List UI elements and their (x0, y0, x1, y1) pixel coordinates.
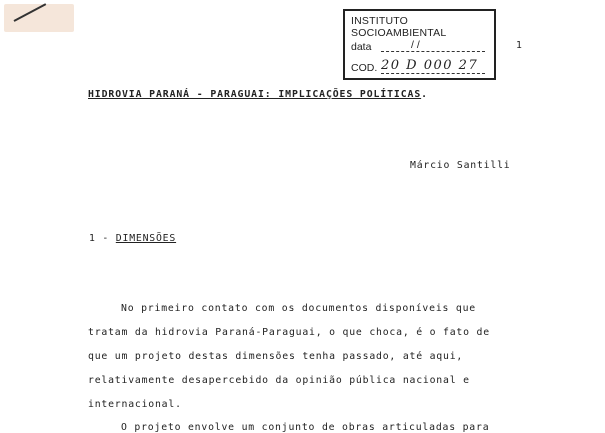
body-line: tratam da hidrovia Paraná-Paraguai, o que choca, é o fato de (88, 327, 490, 338)
body-line: O projeto envolve um conjunto de obras articuladas para (121, 422, 490, 433)
stamp-date-value: / / (411, 39, 420, 51)
stamp-code-label: COD. (351, 62, 378, 74)
stamp-institution: INSTITUTO SOCIOAMBIENTAL (351, 15, 447, 39)
author-name: Márcio Santilli (410, 160, 511, 171)
document-title-suffix: . (421, 89, 428, 100)
page-number: 1 (516, 40, 523, 51)
stamp-date-row (351, 41, 487, 53)
document-title-text: HIDROVIA PARANÁ - PARAGUAI: IMPLICAÇÕES POLÍTICAS (88, 89, 422, 100)
body-line: relativamente desapercebido da opinião pública nacional e (88, 375, 470, 386)
stamp-code-line (381, 73, 485, 74)
document-title (88, 89, 428, 100)
body-line: No primeiro contato com os documentos disponíveis que (121, 303, 477, 314)
archive-stamp (343, 9, 496, 80)
section-title: DIMENSÕES (115, 233, 177, 244)
section-number: 1 - (89, 233, 116, 244)
stamp-date-label: data (351, 41, 372, 53)
body-line: internacional. (88, 399, 182, 410)
stamp-date-line (381, 51, 485, 52)
section-heading (89, 233, 176, 244)
stamp-code-value: 20 D 000 27 (381, 58, 479, 73)
body-line: que um projeto destas dimensões tenha passado, até aqui, (88, 351, 464, 362)
